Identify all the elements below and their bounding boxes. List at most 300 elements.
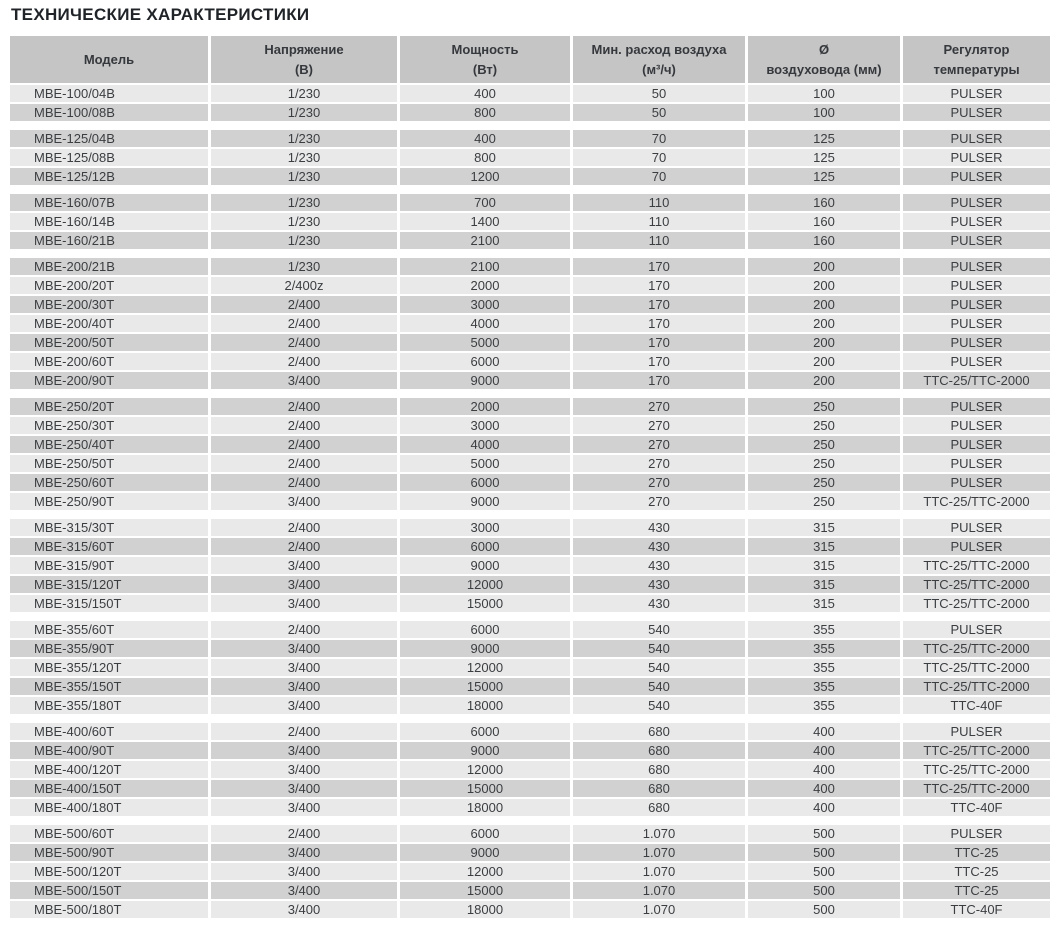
table-row: [10, 780, 1050, 797]
cell-regulator: TTC-25/TTC-2000: [903, 576, 1050, 593]
cell-voltage: 3/400: [211, 659, 397, 676]
cell-regulator: PULSER: [903, 277, 1050, 294]
cell-airflow: 430: [573, 595, 745, 612]
table-row: [10, 723, 1050, 740]
cell-voltage: 3/400: [211, 640, 397, 657]
cell-voltage: 2/400: [211, 296, 397, 313]
cell-diameter: 160: [748, 232, 900, 249]
cell-diameter: 125: [748, 149, 900, 166]
group-separator: [10, 818, 1050, 823]
cell-voltage: 3/400: [211, 882, 397, 899]
cell-model: MBE-100/08B: [10, 104, 208, 121]
cell-voltage: 1/230: [211, 85, 397, 102]
cell-airflow: 540: [573, 659, 745, 676]
page: [0, 5, 1061, 920]
table-row: [10, 697, 1050, 714]
column-header-line1: Ø: [818, 41, 830, 57]
cell-regulator: TTC-25/TTC-2000: [903, 761, 1050, 778]
cell-diameter: 250: [748, 493, 900, 510]
group-separator-cell: [10, 716, 1050, 721]
cell-diameter: 500: [748, 863, 900, 880]
table-row: [10, 130, 1050, 147]
table-row: [10, 398, 1050, 415]
cell-airflow: 270: [573, 455, 745, 472]
cell-power: 9000: [400, 372, 570, 389]
cell-diameter: 400: [748, 742, 900, 759]
cell-regulator: PULSER: [903, 519, 1050, 536]
table-row: [10, 640, 1050, 657]
group-separator: [10, 251, 1050, 256]
cell-diameter: 355: [748, 678, 900, 695]
cell-model: MBE-500/60T: [10, 825, 208, 842]
column-header-diameter: [748, 36, 900, 83]
cell-power: 6000: [400, 723, 570, 740]
cell-regulator: PULSER: [903, 723, 1050, 740]
column-header-line1: Мощность: [451, 41, 519, 57]
table-row: [10, 761, 1050, 778]
cell-regulator: PULSER: [903, 621, 1050, 638]
cell-airflow: 680: [573, 742, 745, 759]
cell-diameter: 160: [748, 213, 900, 230]
cell-airflow: 270: [573, 436, 745, 453]
table-row: [10, 258, 1050, 275]
cell-diameter: 200: [748, 334, 900, 351]
cell-regulator: TTC-25/TTC-2000: [903, 640, 1050, 657]
cell-power: 3000: [400, 417, 570, 434]
cell-diameter: 500: [748, 882, 900, 899]
table-row: [10, 417, 1050, 434]
group-separator-cell: [10, 512, 1050, 517]
cell-diameter: 355: [748, 621, 900, 638]
group-separator-cell: [10, 818, 1050, 823]
cell-voltage: 1/230: [211, 258, 397, 275]
cell-power: 5000: [400, 455, 570, 472]
cell-airflow: 680: [573, 780, 745, 797]
cell-voltage: 2/400: [211, 353, 397, 370]
cell-regulator: PULSER: [903, 825, 1050, 842]
cell-voltage: 3/400: [211, 697, 397, 714]
cell-regulator: PULSER: [903, 194, 1050, 211]
cell-model: MBE-100/04B: [10, 85, 208, 102]
cell-model: MBE-355/90T: [10, 640, 208, 657]
cell-diameter: 200: [748, 258, 900, 275]
cell-model: MBE-250/40T: [10, 436, 208, 453]
cell-power: 2000: [400, 277, 570, 294]
cell-voltage: 2/400: [211, 315, 397, 332]
cell-model: MBE-200/20T: [10, 277, 208, 294]
cell-diameter: 315: [748, 538, 900, 555]
cell-regulator: PULSER: [903, 353, 1050, 370]
cell-voltage: 2/400z: [211, 277, 397, 294]
cell-model: MBE-125/04B: [10, 130, 208, 147]
cell-voltage: 3/400: [211, 557, 397, 574]
group-separator: [10, 187, 1050, 192]
cell-model: MBE-500/90T: [10, 844, 208, 861]
cell-power: 5000: [400, 334, 570, 351]
cell-power: 2100: [400, 258, 570, 275]
cell-airflow: 170: [573, 277, 745, 294]
cell-airflow: 110: [573, 194, 745, 211]
cell-model: MBE-355/120T: [10, 659, 208, 676]
cell-airflow: 270: [573, 493, 745, 510]
cell-voltage: 1/230: [211, 168, 397, 185]
cell-airflow: 540: [573, 697, 745, 714]
group-separator-cell: [10, 187, 1050, 192]
cell-power: 4000: [400, 436, 570, 453]
cell-power: 15000: [400, 780, 570, 797]
cell-power: 9000: [400, 742, 570, 759]
cell-diameter: 355: [748, 640, 900, 657]
cell-model: MBE-200/50T: [10, 334, 208, 351]
cell-regulator: PULSER: [903, 315, 1050, 332]
cell-airflow: 430: [573, 519, 745, 536]
group-separator: [10, 123, 1050, 128]
cell-regulator: PULSER: [903, 213, 1050, 230]
table-row: [10, 882, 1050, 899]
table-row: [10, 85, 1050, 102]
cell-airflow: 270: [573, 417, 745, 434]
cell-regulator: PULSER: [903, 436, 1050, 453]
cell-model: MBE-315/30T: [10, 519, 208, 536]
cell-diameter: 400: [748, 799, 900, 816]
cell-airflow: 1.070: [573, 901, 745, 918]
cell-power: 800: [400, 149, 570, 166]
cell-airflow: 1.070: [573, 863, 745, 880]
cell-airflow: 50: [573, 85, 745, 102]
cell-airflow: 170: [573, 353, 745, 370]
cell-diameter: 250: [748, 436, 900, 453]
cell-regulator: PULSER: [903, 85, 1050, 102]
specs-table-body: [10, 85, 1050, 918]
table-row: [10, 493, 1050, 510]
cell-diameter: 355: [748, 697, 900, 714]
cell-airflow: 170: [573, 315, 745, 332]
cell-voltage: 3/400: [211, 780, 397, 797]
cell-power: 18000: [400, 697, 570, 714]
cell-model: MBE-315/90T: [10, 557, 208, 574]
cell-power: 400: [400, 85, 570, 102]
specs-table-header: [10, 36, 1050, 83]
cell-regulator: TTC-25/TTC-2000: [903, 372, 1050, 389]
cell-airflow: 540: [573, 640, 745, 657]
cell-airflow: 430: [573, 576, 745, 593]
cell-diameter: 315: [748, 557, 900, 574]
specs-table: [7, 34, 1053, 920]
cell-voltage: 2/400: [211, 455, 397, 472]
group-separator-cell: [10, 614, 1050, 619]
cell-voltage: 3/400: [211, 595, 397, 612]
cell-model: MBE-315/150T: [10, 595, 208, 612]
table-row: [10, 659, 1050, 676]
cell-model: MBE-315/120T: [10, 576, 208, 593]
cell-regulator: TTC-25/TTC-2000: [903, 780, 1050, 797]
cell-power: 4000: [400, 315, 570, 332]
table-row: [10, 334, 1050, 351]
column-header-line2: температуры: [933, 61, 1020, 77]
group-separator: [10, 512, 1050, 517]
cell-voltage: 2/400: [211, 398, 397, 415]
cell-model: MBE-400/180T: [10, 799, 208, 816]
cell-voltage: 2/400: [211, 621, 397, 638]
cell-power: 15000: [400, 678, 570, 695]
cell-airflow: 540: [573, 678, 745, 695]
cell-regulator: PULSER: [903, 149, 1050, 166]
cell-model: MBE-125/12B: [10, 168, 208, 185]
group-separator: [10, 716, 1050, 721]
cell-regulator: PULSER: [903, 168, 1050, 185]
table-row: [10, 372, 1050, 389]
column-header-line1: Мин. расход воздуха: [591, 41, 727, 57]
cell-power: 6000: [400, 353, 570, 370]
cell-power: 15000: [400, 595, 570, 612]
cell-regulator: TTC-25/TTC-2000: [903, 678, 1050, 695]
column-header-line2: воздуховода (мм): [766, 61, 882, 77]
cell-voltage: 3/400: [211, 493, 397, 510]
cell-model: MBE-500/180T: [10, 901, 208, 918]
cell-regulator: TTC-25/TTC-2000: [903, 493, 1050, 510]
cell-power: 12000: [400, 659, 570, 676]
table-row: [10, 149, 1050, 166]
table-row: [10, 621, 1050, 638]
cell-voltage: 2/400: [211, 417, 397, 434]
cell-airflow: 430: [573, 557, 745, 574]
table-row: [10, 742, 1050, 759]
cell-model: MBE-250/90T: [10, 493, 208, 510]
cell-airflow: 170: [573, 372, 745, 389]
cell-model: MBE-160/14B: [10, 213, 208, 230]
table-row: [10, 104, 1050, 121]
cell-model: MBE-400/120T: [10, 761, 208, 778]
cell-power: 12000: [400, 863, 570, 880]
table-row: [10, 315, 1050, 332]
cell-regulator: PULSER: [903, 296, 1050, 313]
cell-regulator: TTC-25: [903, 863, 1050, 880]
cell-model: MBE-355/180T: [10, 697, 208, 714]
cell-regulator: PULSER: [903, 455, 1050, 472]
cell-power: 400: [400, 130, 570, 147]
cell-regulator: TTC-40F: [903, 697, 1050, 714]
cell-airflow: 170: [573, 258, 745, 275]
table-row: [10, 232, 1050, 249]
cell-airflow: 270: [573, 474, 745, 491]
table-row: [10, 353, 1050, 370]
column-header-voltage: [211, 36, 397, 83]
cell-diameter: 250: [748, 398, 900, 415]
cell-model: MBE-200/30T: [10, 296, 208, 313]
cell-diameter: 315: [748, 595, 900, 612]
cell-regulator: TTC-25/TTC-2000: [903, 659, 1050, 676]
cell-voltage: 1/230: [211, 104, 397, 121]
cell-voltage: 2/400: [211, 436, 397, 453]
cell-power: 12000: [400, 761, 570, 778]
cell-power: 700: [400, 194, 570, 211]
cell-airflow: 540: [573, 621, 745, 638]
cell-diameter: 500: [748, 901, 900, 918]
cell-power: 6000: [400, 474, 570, 491]
table-row: [10, 844, 1050, 861]
cell-regulator: PULSER: [903, 334, 1050, 351]
table-row: [10, 519, 1050, 536]
column-header-line1: Модель: [83, 51, 135, 67]
cell-model: MBE-160/21B: [10, 232, 208, 249]
cell-model: MBE-200/60T: [10, 353, 208, 370]
group-separator-cell: [10, 123, 1050, 128]
cell-voltage: 1/230: [211, 213, 397, 230]
cell-diameter: 100: [748, 85, 900, 102]
cell-diameter: 200: [748, 277, 900, 294]
cell-voltage: 2/400: [211, 723, 397, 740]
page-title: ТЕХНИЧЕСКИЕ ХАРАКТЕРИСТИКИ: [11, 5, 310, 24]
cell-regulator: PULSER: [903, 232, 1050, 249]
cell-regulator: PULSER: [903, 130, 1050, 147]
cell-voltage: 1/230: [211, 194, 397, 211]
cell-power: 1200: [400, 168, 570, 185]
cell-diameter: 200: [748, 296, 900, 313]
group-separator: [10, 391, 1050, 396]
cell-model: MBE-500/150T: [10, 882, 208, 899]
cell-diameter: 100: [748, 104, 900, 121]
cell-diameter: 400: [748, 761, 900, 778]
cell-airflow: 170: [573, 334, 745, 351]
cell-voltage: 1/230: [211, 232, 397, 249]
table-row: [10, 277, 1050, 294]
table-row: [10, 194, 1050, 211]
table-row: [10, 825, 1050, 842]
table-row: [10, 863, 1050, 880]
table-row: [10, 213, 1050, 230]
cell-voltage: 3/400: [211, 799, 397, 816]
group-separator-cell: [10, 391, 1050, 396]
cell-model: MBE-500/120T: [10, 863, 208, 880]
cell-power: 12000: [400, 576, 570, 593]
cell-voltage: 3/400: [211, 901, 397, 918]
cell-model: MBE-250/60T: [10, 474, 208, 491]
cell-model: MBE-250/50T: [10, 455, 208, 472]
cell-airflow: 1.070: [573, 825, 745, 842]
table-row: [10, 576, 1050, 593]
group-separator: [10, 614, 1050, 619]
cell-airflow: 680: [573, 723, 745, 740]
table-row: [10, 168, 1050, 185]
column-header-power: [400, 36, 570, 83]
cell-regulator: PULSER: [903, 258, 1050, 275]
cell-voltage: 3/400: [211, 863, 397, 880]
cell-model: MBE-125/08B: [10, 149, 208, 166]
cell-airflow: 680: [573, 799, 745, 816]
cell-diameter: 250: [748, 417, 900, 434]
cell-power: 2000: [400, 398, 570, 415]
column-header-model: [10, 36, 208, 83]
cell-regulator: PULSER: [903, 417, 1050, 434]
cell-airflow: 1.070: [573, 844, 745, 861]
cell-airflow: 430: [573, 538, 745, 555]
cell-regulator: TTC-25: [903, 882, 1050, 899]
table-row: [10, 474, 1050, 491]
cell-power: 9000: [400, 493, 570, 510]
table-row: [10, 799, 1050, 816]
cell-airflow: 50: [573, 104, 745, 121]
table-row: [10, 595, 1050, 612]
cell-power: 18000: [400, 901, 570, 918]
cell-model: MBE-315/60T: [10, 538, 208, 555]
table-row: [10, 296, 1050, 313]
cell-airflow: 680: [573, 761, 745, 778]
cell-voltage: 3/400: [211, 844, 397, 861]
header-row: [10, 36, 1050, 83]
cell-voltage: 2/400: [211, 538, 397, 555]
cell-airflow: 110: [573, 213, 745, 230]
cell-regulator: TTC-25/TTC-2000: [903, 557, 1050, 574]
cell-voltage: 3/400: [211, 678, 397, 695]
cell-regulator: PULSER: [903, 104, 1050, 121]
column-header-line2: (В): [294, 61, 314, 77]
cell-regulator: TTC-25/TTC-2000: [903, 742, 1050, 759]
cell-power: 9000: [400, 557, 570, 574]
cell-airflow: 170: [573, 296, 745, 313]
cell-diameter: 250: [748, 474, 900, 491]
cell-diameter: 315: [748, 576, 900, 593]
cell-airflow: 70: [573, 130, 745, 147]
column-header-line1: Напряжение: [264, 41, 344, 57]
cell-voltage: 3/400: [211, 576, 397, 593]
cell-diameter: 500: [748, 825, 900, 842]
cell-regulator: TTC-25/TTC-2000: [903, 595, 1050, 612]
cell-power: 6000: [400, 825, 570, 842]
cell-airflow: 70: [573, 168, 745, 185]
cell-power: 3000: [400, 519, 570, 536]
cell-regulator: TTC-40F: [903, 901, 1050, 918]
cell-power: 6000: [400, 621, 570, 638]
cell-regulator: TTC-40F: [903, 799, 1050, 816]
cell-voltage: 1/230: [211, 130, 397, 147]
cell-diameter: 200: [748, 372, 900, 389]
cell-diameter: 400: [748, 780, 900, 797]
cell-power: 6000: [400, 538, 570, 555]
cell-power: 9000: [400, 844, 570, 861]
cell-model: MBE-160/07B: [10, 194, 208, 211]
cell-regulator: PULSER: [903, 538, 1050, 555]
column-header-line2: (Вт): [472, 61, 498, 77]
cell-diameter: 315: [748, 519, 900, 536]
cell-model: MBE-200/90T: [10, 372, 208, 389]
cell-voltage: 3/400: [211, 761, 397, 778]
cell-voltage: 2/400: [211, 474, 397, 491]
cell-model: MBE-250/20T: [10, 398, 208, 415]
cell-power: 18000: [400, 799, 570, 816]
cell-voltage: 2/400: [211, 334, 397, 351]
cell-diameter: 500: [748, 844, 900, 861]
table-row: [10, 678, 1050, 695]
table-row: [10, 455, 1050, 472]
cell-power: 9000: [400, 640, 570, 657]
column-header-airflow: [573, 36, 745, 83]
cell-airflow: 110: [573, 232, 745, 249]
column-header-regulator: [903, 36, 1050, 83]
cell-model: MBE-400/150T: [10, 780, 208, 797]
column-header-line2: (м³/ч): [642, 61, 676, 77]
cell-regulator: PULSER: [903, 474, 1050, 491]
cell-diameter: 200: [748, 315, 900, 332]
group-separator-cell: [10, 251, 1050, 256]
cell-power: 800: [400, 104, 570, 121]
cell-power: 1400: [400, 213, 570, 230]
cell-power: 15000: [400, 882, 570, 899]
table-row: [10, 436, 1050, 453]
column-header-line1: Регулятор: [943, 41, 1010, 57]
cell-diameter: 355: [748, 659, 900, 676]
cell-model: MBE-200/40T: [10, 315, 208, 332]
cell-model: MBE-250/30T: [10, 417, 208, 434]
